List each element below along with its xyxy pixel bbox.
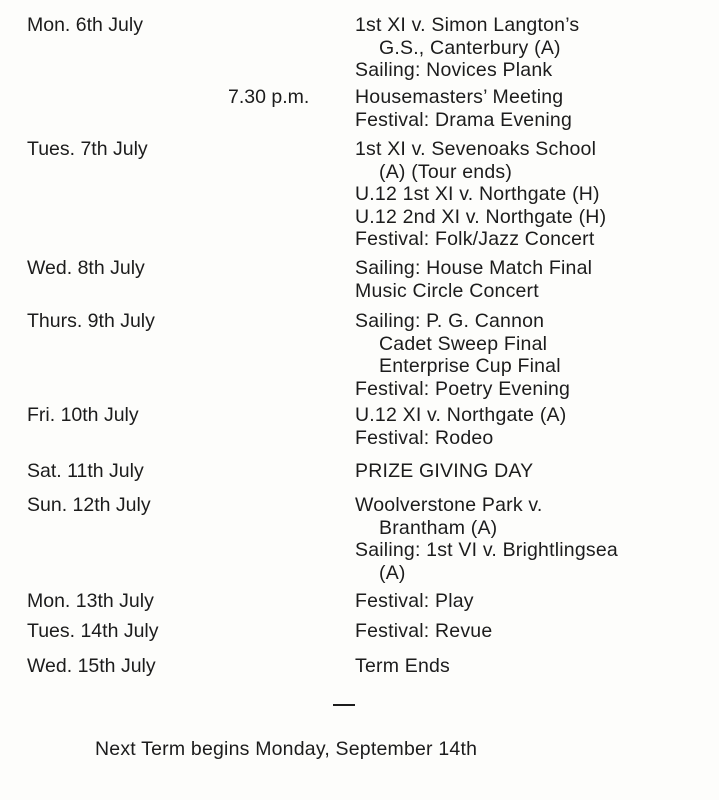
event-line: Festival: Drama Evening — [355, 108, 573, 131]
schedule-date: Wed. 8th July — [27, 257, 145, 279]
event-line: Sailing: Novices Plank — [355, 59, 553, 81]
event-line: U.12 2nd XI v. Northgate (H) — [355, 205, 607, 228]
event-line: Enterprise Cup Final — [379, 355, 561, 377]
schedule-date: Tues. 14th July — [27, 620, 159, 642]
schedule-date: Sun. 12th July — [27, 494, 151, 516]
event-line: Festival: Rodeo — [355, 426, 494, 449]
schedule-events — [355, 590, 705, 613]
event-line: Festival: Play — [355, 590, 474, 612]
schedule-date: Mon. 6th July — [27, 14, 143, 36]
schedule-events — [355, 86, 705, 131]
event-line: Term Ends — [355, 655, 450, 677]
schedule-date: Fri. 10th July — [27, 404, 139, 426]
event-line: Housemasters’ Meeting — [355, 86, 564, 108]
schedule-events — [355, 310, 705, 400]
event-line: Sailing: P. G. Cannon — [355, 310, 545, 332]
event-line: Sailing: House Match Final — [355, 257, 593, 279]
event-line: U.12 XI v. Northgate (A) — [355, 404, 567, 426]
schedule-events — [355, 494, 705, 584]
next-term-note: Next Term begins Monday, September 14th — [95, 738, 478, 760]
event-line: Woolverstone Park v. — [355, 494, 543, 516]
event-line: Festival: Revue — [355, 620, 493, 642]
event-line: Festival: Folk/Jazz Concert — [355, 228, 595, 250]
schedule-date: Wed. 15th July — [27, 655, 156, 677]
event-line: Brantham (A) — [379, 516, 498, 539]
event-line: 1st XI v. Simon Langton’s — [355, 14, 580, 36]
schedule-date: Sat. 11th July — [27, 460, 144, 482]
event-line: PRIZE GIVING DAY — [355, 460, 534, 482]
schedule-date: Mon. 13th July — [27, 590, 154, 612]
event-line: Music Circle Concert — [355, 279, 539, 302]
schedule-events — [355, 620, 705, 643]
schedule-events — [355, 655, 705, 678]
schedule-events — [355, 138, 705, 251]
event-line: Festival: Poetry Evening — [355, 377, 571, 400]
schedule-date: Tues. 7th July — [27, 138, 148, 160]
event-line: U.12 1st XI v. Northgate (H) — [355, 183, 600, 205]
event-line: (A) (Tour ends) — [379, 160, 513, 183]
schedule-events — [355, 14, 705, 82]
event-line: Cadet Sweep Final — [379, 332, 548, 355]
schedule-events — [355, 460, 705, 483]
event-line: Sailing: 1st VI v. Brightlingsea — [355, 539, 618, 561]
section-divider — [333, 704, 355, 706]
schedule-events — [355, 404, 705, 449]
event-line: (A) — [379, 561, 406, 584]
schedule-events — [355, 257, 705, 302]
event-line: G.S., Canterbury (A) — [379, 36, 561, 59]
schedule-date: Thurs. 9th July — [27, 310, 155, 332]
event-line: 1st XI v. Sevenoaks School — [355, 138, 597, 160]
schedule-time: 7.30 p.m. — [228, 86, 310, 108]
